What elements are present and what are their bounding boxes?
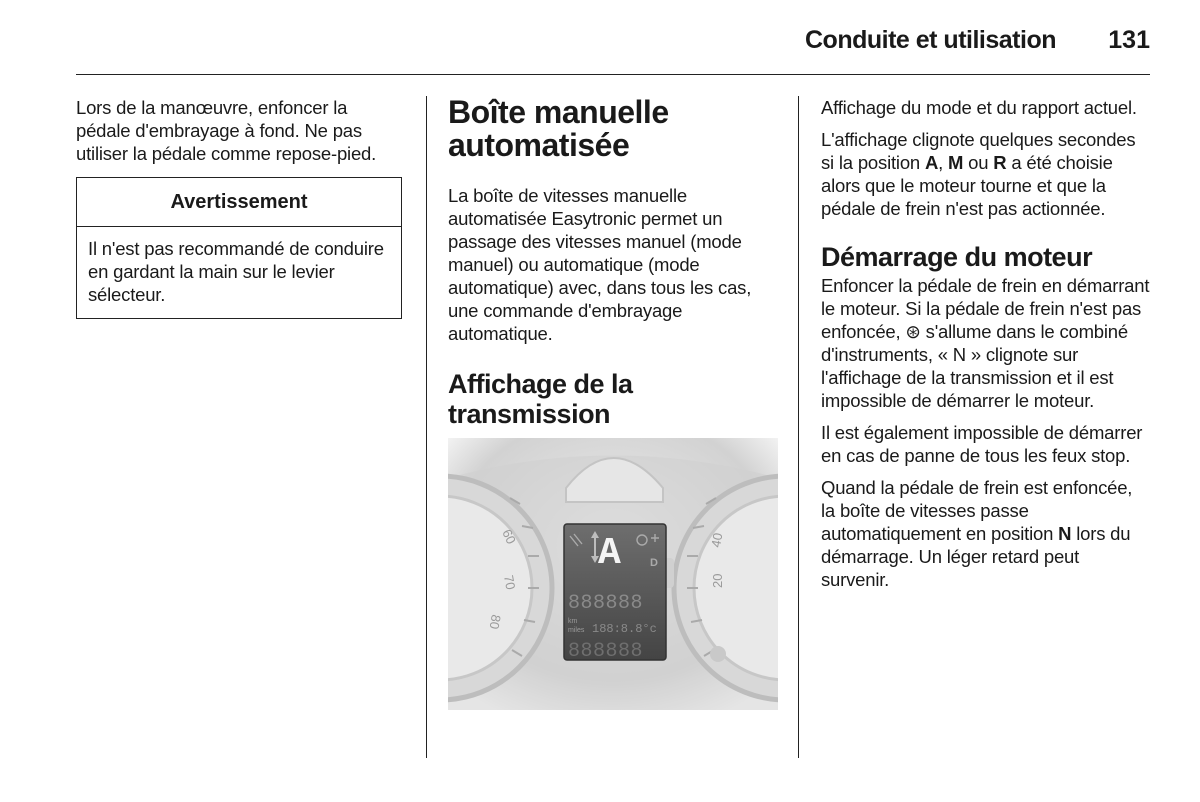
instrument-cluster-illustration xyxy=(448,438,778,710)
lcd-small-readout: 188:8.8°c xyxy=(592,622,657,636)
column-divider-left xyxy=(426,96,427,758)
flashing-text-c: , xyxy=(938,152,949,173)
lcd-unit-km: km xyxy=(568,618,578,625)
flashing-text-e: ou xyxy=(963,152,994,173)
neutral-position-paragraph xyxy=(821,476,1151,591)
brake-lights-paragraph: Il est également impossible de démarrer en cas de panne de tous les feux stop. xyxy=(821,422,1143,466)
section-heading-engine-start: Démarrage du moteur xyxy=(821,242,1093,272)
gear-r-label: R xyxy=(993,152,1007,173)
gear-n-label: N xyxy=(1058,523,1072,544)
neutral-text-c: lors du démarrage. Un léger retard peut survenir. xyxy=(821,523,1131,590)
page-number: 131 xyxy=(1108,26,1150,54)
left-gauge-tick-60: 60 xyxy=(499,526,519,547)
engine-start-paragraph: Enfoncer la pédale de frein en démarrant le moteur. Si la pédale de frein n'est pas enfoncée, ⊛ s'allume dans le combiné d'instruments, « N » clignote sur l'affichage de la transmission et il est impossible de démarrer le moteur. xyxy=(821,275,1150,411)
gear-m-label: M xyxy=(948,152,964,173)
left-gauge-tick-70: 70 xyxy=(501,573,519,591)
lcd-digit-row-2: 888888 xyxy=(568,640,644,663)
warning-body: Il n'est pas recommandé de conduire en gardant la main sur le levier sélecteur. xyxy=(88,238,384,305)
lcd-digit-row-1: 888888 xyxy=(568,592,644,615)
column-3 xyxy=(821,96,1151,591)
lcd-unit-miles: miles xyxy=(568,627,585,634)
gear-a-label: A xyxy=(924,152,939,173)
intro-paragraph: Lors de la manœuvre, enfoncer la pédale d'embrayage à fond. Ne pas utiliser la pédale comme repose-pied. xyxy=(76,97,377,164)
instrument-cluster-image xyxy=(448,438,778,710)
easytronic-paragraph: La boîte de vitesses manuelle automatisée Easytronic permet un passage des vitesses manuel (mode manuel) ou automatique (mode automatique) avec, dans tous les cas, une commande d'embrayage automatique. xyxy=(448,185,752,344)
section-heading-easytronic: Boîte manuelle automatisée xyxy=(448,94,669,163)
flashing-text-a: L'affichage clignote quelques secondes si la position xyxy=(821,129,1136,173)
svg-text:D: D xyxy=(650,557,658,569)
column-1 xyxy=(76,96,402,319)
right-gauge-tick-40: 40 xyxy=(708,531,726,549)
display-mode-paragraph: Affichage du mode et du rapport actuel. xyxy=(821,97,1137,118)
flashing-display-paragraph xyxy=(821,128,1151,220)
left-gauge-tick-80: 80 xyxy=(486,613,504,631)
gear-indicator-letter: A xyxy=(598,532,621,575)
column-divider-right xyxy=(798,96,799,758)
page-header-title: Conduite et utilisation xyxy=(805,26,1056,54)
warning-box xyxy=(76,177,402,319)
warning-title: Avertissement xyxy=(77,178,401,227)
neutral-text-a: Quand la pédale de frein est enfoncée, la boîte de vitesses passe automatiquement en position xyxy=(821,477,1133,544)
column-2 xyxy=(448,96,774,429)
flashing-text-g: a été choisie alors que le moteur tourne et que la pédale de frein n'est pas actionnée. xyxy=(821,152,1113,219)
header-divider xyxy=(76,74,1150,75)
right-gauge-tick-20: 20 xyxy=(710,573,725,588)
section-heading-display: Affichage de la transmission xyxy=(448,369,633,429)
